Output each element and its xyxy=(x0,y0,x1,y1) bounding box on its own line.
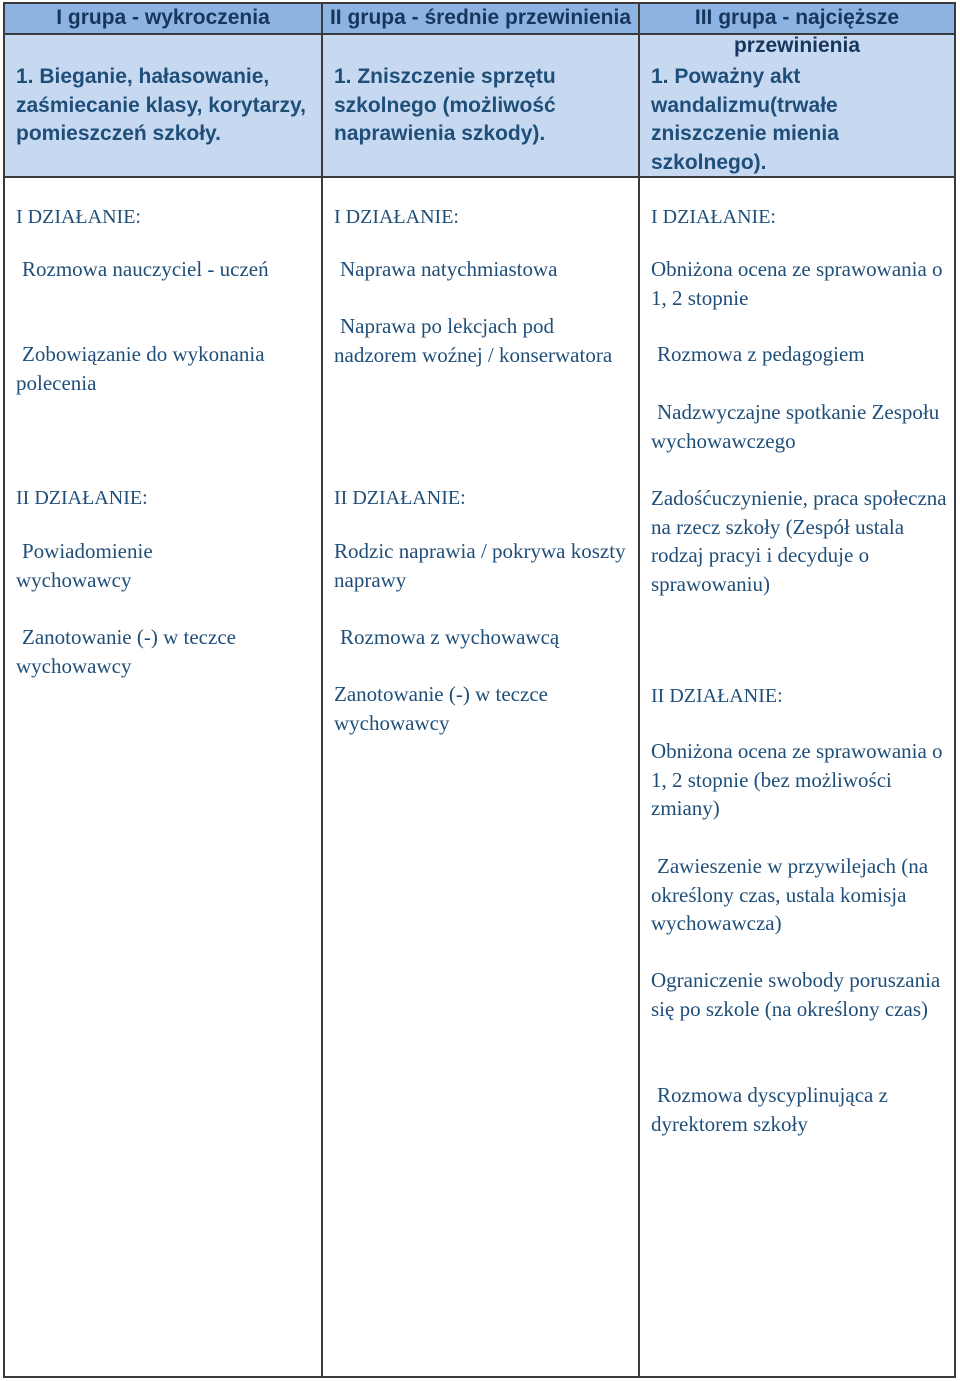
action-item: Rozmowa dyscyplinująca z dyrektorem szkoły xyxy=(651,1083,888,1136)
action1-label: I DZIAŁANIE: xyxy=(334,206,459,228)
column-header: III grupa - najcięższe przewinienia xyxy=(694,6,900,57)
action-item: Zanotowanie (-) w teczce wychowawcy xyxy=(16,625,236,678)
offense-description: 1. Poważny akt wandalizmu(trwałe zniszczenie mienia szkolnego). xyxy=(651,65,839,174)
action2-label: II DZIAŁANIE: xyxy=(651,685,783,707)
action-item: Rodzic naprawia / pokrywa koszty naprawy xyxy=(334,539,626,592)
action-item: Zadośćuczynienie, praca społeczna na rzecz szkoły (Zespół ustala rodzaj pracyi i decyduje o sprawowaniu) xyxy=(651,486,947,596)
action-item: Zobowiązanie do wykonania polecenia xyxy=(16,342,265,395)
action-item: Naprawa natychmiastowa xyxy=(340,257,558,281)
action2-label: II DZIAŁANIE: xyxy=(16,487,148,509)
column-header: I grupa - wykroczenia xyxy=(56,6,270,29)
action-item: Zanotowanie (-) w teczce wychowawcy xyxy=(334,682,548,735)
action-item: Naprawa po lekcjach pod nadzorem woźnej / konserwatora xyxy=(334,314,613,367)
action2-label: II DZIAŁANIE: xyxy=(334,487,466,509)
action-item: Rozmowa nauczyciel - uczeń xyxy=(22,257,269,281)
column-divider xyxy=(321,4,323,1376)
action-item: Rozmowa z wychowawcą xyxy=(340,625,560,649)
action1-label: I DZIAŁANIE: xyxy=(651,206,776,228)
action-item: Powiadomienie wychowawcy xyxy=(16,539,153,592)
column-divider xyxy=(638,4,640,1376)
offense-description: 1. Bieganie, hałasowanie, zaśmiecanie klasy, korytarzy, pomieszczeń szkoły. xyxy=(16,65,306,145)
action-item: Zawieszenie w przywilejach (na określony czas, ustala komisja wychowawcza) xyxy=(651,854,929,936)
action-item: Rozmowa z pedagogiem xyxy=(657,342,865,366)
action-item: Obniżona ocena ze sprawowania o 1, 2 stopnie (bez możliwości zmiany) xyxy=(651,739,943,821)
action-item: Obniżona ocena ze sprawowania o 1, 2 stopnie xyxy=(651,257,943,310)
action1-label: I DZIAŁANIE: xyxy=(16,206,141,228)
action-item: Ograniczenie swobody poruszania się po szkole (na określony czas) xyxy=(651,968,941,1021)
discipline-table xyxy=(3,2,956,1378)
action-item: Nadzwyczajne spotkanie Zespołu wychowawczego xyxy=(651,400,940,453)
offense-description: 1. Zniszczenie sprzętu szkolnego (możliwość naprawienia szkody). xyxy=(334,65,556,145)
column-header: II grupa - średnie przewinienia xyxy=(329,6,632,29)
